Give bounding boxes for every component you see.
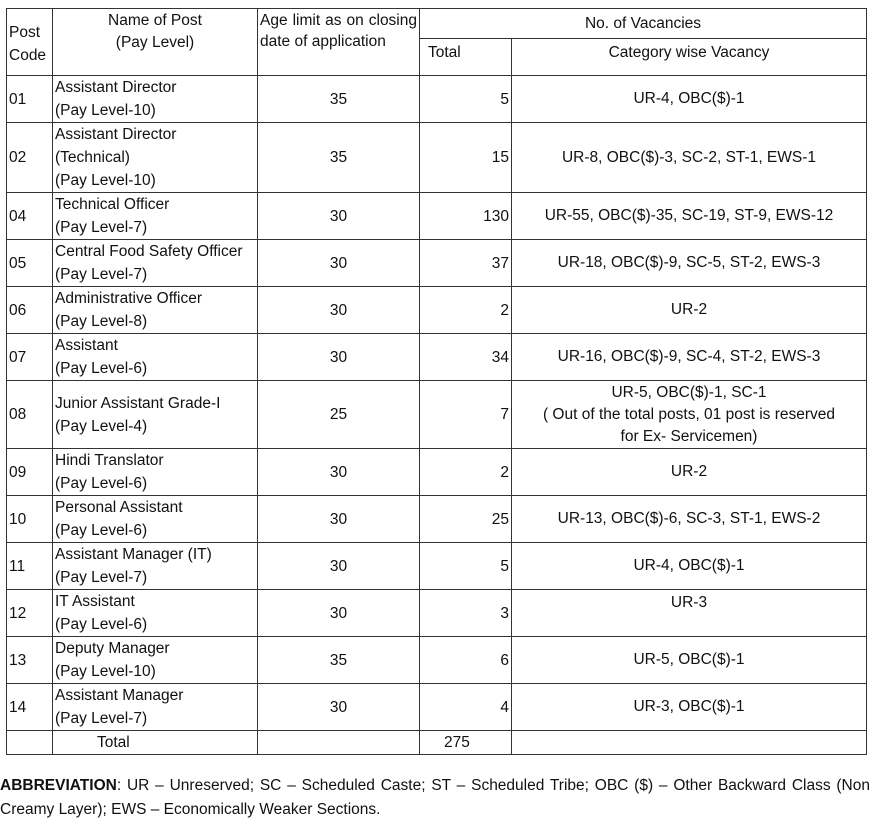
category-vacancy-cell (512, 684, 867, 731)
table-row (7, 381, 867, 449)
footer-empty-cell (7, 731, 53, 755)
abbreviation-text: : UR – Unreserved; SC – Scheduled Caste; ST – Scheduled Tribe; OBC ($) – Other Backward Class (Non Creamy Layer); EWS – Economically Weaker Sections. (0, 777, 870, 818)
table-row (7, 543, 867, 590)
post-name-cell (53, 287, 258, 334)
total-vacancy-cell: 2 (420, 287, 512, 334)
category-vacancy-text: UR-3 (670, 594, 708, 611)
table-row (7, 449, 867, 496)
category-note-text: ( Out of the total posts, 01 post is reserved for Ex- Servicemen) (542, 405, 836, 445)
header-category-wise: Category wise Vacancy (512, 39, 867, 76)
pay-level-text: (Pay Level-6) (55, 616, 148, 633)
category-vacancy-cell (512, 496, 867, 543)
post-name-cell (53, 637, 258, 684)
pay-level-text: (Pay Level-8) (55, 313, 148, 330)
table-row (7, 76, 867, 123)
post-name-cell (53, 334, 258, 381)
post-name-text: Assistant Manager (IT) (55, 546, 212, 563)
header-name-of-post (53, 9, 258, 76)
pay-level-text: (Pay Level-10) (55, 663, 156, 680)
post-code-cell: 12 (7, 590, 53, 637)
category-vacancy-text: UR-18, OBC($)-9, SC-5, ST-2, EWS-3 (557, 254, 821, 271)
category-vacancy-text: UR-13, OBC($)-6, SC-3, ST-1, EWS-2 (557, 510, 821, 527)
category-vacancy-cell (512, 590, 867, 637)
total-vacancy-cell: 15 (420, 123, 512, 193)
pay-level-text: (Pay Level-6) (55, 360, 148, 377)
table-row (7, 684, 867, 731)
header-age-limit: Age limit as on closing date of application (258, 9, 420, 76)
post-name-cell (53, 543, 258, 590)
post-name-text: Hindi Translator (55, 452, 164, 469)
post-name-cell (53, 76, 258, 123)
category-vacancy-cell (512, 76, 867, 123)
abbreviation-note (0, 774, 870, 822)
category-vacancy-text: UR-8, OBC($)-3, SC-2, ST-1, EWS-1 (561, 148, 817, 166)
total-vacancy-cell: 4 (420, 684, 512, 731)
post-name-text: Deputy Manager (55, 640, 170, 657)
post-name-cell (53, 193, 258, 240)
pay-level-text: (Pay Level-6) (55, 475, 148, 492)
post-name-text: Assistant Manager (55, 687, 184, 704)
pay-level-text: (Pay Level-7) (55, 266, 148, 283)
category-vacancy-cell (512, 287, 867, 334)
table-header (7, 9, 867, 76)
post-code-cell: 14 (7, 684, 53, 731)
total-vacancy-cell: 25 (420, 496, 512, 543)
header-name-of-post-label: Name of Post (108, 12, 202, 29)
post-code-cell: 04 (7, 193, 53, 240)
category-vacancy-cell (512, 637, 867, 684)
pay-level-text: (Pay Level-10) (55, 172, 156, 189)
total-vacancy-cell: 6 (420, 637, 512, 684)
post-name-cell (53, 123, 258, 193)
post-code-cell: 13 (7, 637, 53, 684)
post-name-text: Technical Officer (55, 196, 170, 213)
table-row (7, 193, 867, 240)
header-pay-level-label: (Pay Level) (115, 34, 195, 51)
total-vacancy-cell: 2 (420, 449, 512, 496)
pay-level-text: (Pay Level-7) (55, 569, 148, 586)
age-limit-cell: 35 (258, 76, 420, 123)
total-vacancy-cell: 37 (420, 240, 512, 287)
header-total: Total (420, 39, 512, 76)
category-vacancy-text: UR-4, OBC($)-1 (633, 90, 745, 107)
age-limit-cell: 30 (258, 543, 420, 590)
post-name-text: Administrative Officer (55, 290, 203, 307)
post-name-text: Assistant (55, 337, 118, 354)
age-limit-cell: 30 (258, 590, 420, 637)
total-vacancy-cell: 130 (420, 193, 512, 240)
category-vacancy-text: UR-3, OBC($)-1 (633, 698, 745, 715)
total-vacancy-cell: 7 (420, 381, 512, 449)
table-body (7, 76, 867, 731)
age-limit-cell: 30 (258, 287, 420, 334)
table-row (7, 590, 867, 637)
pay-level-text: (Pay Level-10) (55, 102, 156, 119)
category-vacancy-cell (512, 193, 867, 240)
post-name-cell (53, 590, 258, 637)
table-row (7, 287, 867, 334)
post-code-cell: 01 (7, 76, 53, 123)
post-name-text: Personal Assistant (55, 499, 183, 516)
category-vacancy-text: UR-2 (670, 301, 708, 318)
vacancy-table-container (6, 8, 866, 755)
age-limit-cell: 30 (258, 334, 420, 381)
post-code-cell: 08 (7, 381, 53, 449)
category-vacancy-cell (512, 381, 867, 449)
age-limit-cell: 35 (258, 123, 420, 193)
category-vacancy-cell (512, 334, 867, 381)
age-limit-cell: 30 (258, 193, 420, 240)
category-vacancy-text: UR-5, OBC($)-1, SC-1 (611, 383, 767, 401)
post-code-cell: 09 (7, 449, 53, 496)
category-vacancy-cell (512, 240, 867, 287)
table-row (7, 240, 867, 287)
category-vacancy-cell (512, 449, 867, 496)
post-name-text: (Technical) (55, 149, 130, 166)
post-name-cell (53, 684, 258, 731)
post-code-cell: 10 (7, 496, 53, 543)
table-footer (7, 731, 867, 755)
category-vacancy-cell (512, 543, 867, 590)
post-name-cell (53, 449, 258, 496)
total-vacancy-cell: 34 (420, 334, 512, 381)
pay-level-text: (Pay Level-6) (55, 522, 148, 539)
pay-level-text: (Pay Level-7) (55, 219, 148, 236)
age-limit-cell: 30 (258, 449, 420, 496)
age-limit-cell: 30 (258, 684, 420, 731)
post-name-cell (53, 240, 258, 287)
age-limit-cell: 35 (258, 637, 420, 684)
post-name-cell (53, 496, 258, 543)
header-post-code: Post Code (7, 9, 53, 76)
table-row (7, 123, 867, 193)
age-limit-cell: 30 (258, 496, 420, 543)
post-code-cell: 06 (7, 287, 53, 334)
post-code-cell: 05 (7, 240, 53, 287)
footer-empty-age (258, 731, 420, 755)
post-name-text: Central Food Safety Officer (55, 243, 243, 260)
footer-empty-category (512, 731, 867, 755)
total-vacancy-cell: 5 (420, 543, 512, 590)
post-code-cell: 11 (7, 543, 53, 590)
vacancy-table (6, 8, 867, 755)
post-name-text: IT Assistant (55, 593, 135, 610)
footer-total-value: 275 (420, 731, 512, 755)
post-code-cell: 02 (7, 123, 53, 193)
abbreviation-label: ABBREVIATION (0, 777, 117, 794)
age-limit-cell: 25 (258, 381, 420, 449)
table-row (7, 334, 867, 381)
table-row (7, 637, 867, 684)
pay-level-text: (Pay Level-4) (55, 417, 148, 435)
total-vacancy-cell: 3 (420, 590, 512, 637)
header-no-of-vacancies: No. of Vacancies (420, 9, 867, 39)
pay-level-text: (Pay Level-7) (55, 710, 148, 727)
age-limit-cell: 30 (258, 240, 420, 287)
post-name-text: Junior Assistant Grade-I (55, 394, 221, 412)
category-vacancy-text: UR-16, OBC($)-9, SC-4, ST-2, EWS-3 (557, 348, 821, 365)
category-vacancy-text: UR-55, OBC($)-35, SC-19, ST-9, EWS-12 (544, 207, 834, 224)
category-vacancy-text: UR-2 (670, 463, 708, 480)
total-vacancy-cell: 5 (420, 76, 512, 123)
table-row (7, 496, 867, 543)
post-name-text: Assistant Director (55, 126, 177, 143)
post-name-cell (53, 381, 258, 449)
post-code-cell: 07 (7, 334, 53, 381)
post-name-text: Assistant Director (55, 79, 177, 96)
category-vacancy-text: UR-4, OBC($)-1 (633, 557, 745, 574)
category-vacancy-cell (512, 123, 867, 193)
category-vacancy-text: UR-5, OBC($)-1 (633, 651, 745, 668)
footer-total-label: Total (53, 731, 258, 755)
